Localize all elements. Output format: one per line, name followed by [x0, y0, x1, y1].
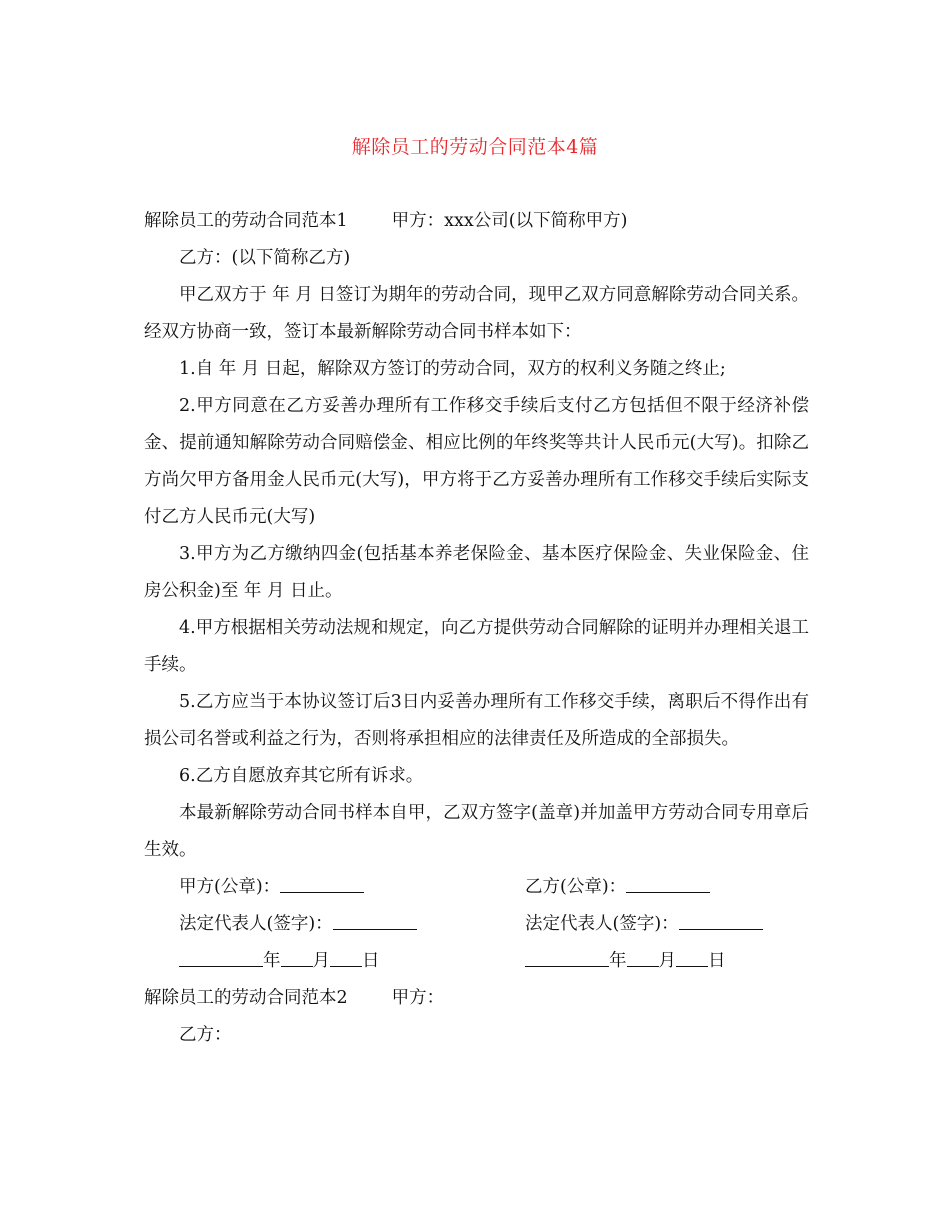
- party-a-day-label: 日: [362, 951, 380, 971]
- party-a-month-label: 月: [312, 951, 330, 971]
- party-b-rep-label: 法定代表人(签字)：: [525, 914, 679, 934]
- party-a-seal-label: 甲方(公章)：: [179, 877, 281, 897]
- contract-1-item-5: 5.乙方应当于本协议签订后3日内妥善办理所有工作移交手续，离职后不得作出有损公司名誉或利益之行为，否则将承担相应的法律责任及所造成的全部损失。: [144, 692, 809, 749]
- contract-1-heading-line: [144, 203, 809, 240]
- party-a-seal: [179, 869, 364, 906]
- document-body: [144, 203, 809, 1054]
- date-row: [144, 943, 809, 980]
- contract-2-heading-line: [144, 980, 809, 1017]
- party-b-day-label: 日: [708, 951, 726, 971]
- party-a-seal-blank: [280, 872, 364, 893]
- party-b-year-blank: [525, 946, 609, 967]
- contract-1-party-b: 乙方：(以下简称乙方): [179, 248, 351, 268]
- party-b-representative: [525, 906, 763, 943]
- party-a-year-blank: [179, 946, 263, 967]
- party-a-rep-blank: [333, 909, 417, 930]
- party-b-seal-label: 乙方(公章)：: [525, 877, 627, 897]
- party-b-rep-blank: [679, 909, 763, 930]
- contract-1-item-2: 2.甲方同意在乙方妥善办理所有工作移交手续后支付乙方包括但不限于经济补偿金、提前通知解除劳动合同赔偿金、相应比例的年终奖等共计人民币元(大写)。扣除乙方尚欠甲方备用金人民币元(大写)，甲方将于乙方妥善办理所有工作移交手续后实际支付乙方人民币元(大写): [144, 396, 809, 527]
- contract-2-party-a: 甲方：: [391, 988, 445, 1008]
- party-b-date: [525, 943, 726, 980]
- contract-1-heading: 解除员工的劳动合同范本1: [144, 211, 348, 231]
- contract-1-item-3: 3.甲方为乙方缴纳四金(包括基本养老保险金、基本医疗保险金、失业保险金、住房公积金)至 年 月 日止。: [144, 544, 809, 601]
- party-a-month-blank: [281, 946, 313, 967]
- party-b-month-label: 月: [658, 951, 676, 971]
- representative-row: [144, 906, 809, 943]
- contract-1-effect-clause: 本最新解除劳动合同书样本自甲，乙双方签字(盖章)并加盖甲方劳动合同专用章后生效。: [144, 803, 809, 860]
- party-a-date: [179, 943, 380, 980]
- contract-2-party-b: 乙方：: [179, 1025, 232, 1045]
- contract-1-item-4: 4.甲方根据相关劳动法规和规定，向乙方提供劳动合同解除的证明并办理相关退工手续。: [144, 618, 809, 675]
- contract-1-intro: 甲乙双方于 年 月 日签订为期年的劳动合同，现甲乙双方同意解除劳动合同关系。经双方协商一致，签订本最新解除劳动合同书样本如下：: [144, 285, 809, 342]
- party-b-year-label: 年: [609, 951, 627, 971]
- party-b-seal: [525, 869, 710, 906]
- party-b-seal-blank: [626, 872, 710, 893]
- seal-row: [144, 869, 809, 906]
- party-a-day-blank: [330, 946, 362, 967]
- party-b-month-blank: [627, 946, 659, 967]
- party-b-day-blank: [676, 946, 708, 967]
- contract-1-item-6: 6.乙方自愿放弃其它所有诉求。: [179, 766, 424, 786]
- contract-1-item-1: 1.自 年 月 日起，解除双方签订的劳动合同，双方的权利义务随之终止;: [179, 359, 726, 379]
- document-title: 解除员工的劳动合同范本4篇: [351, 136, 599, 158]
- party-a-year-label: 年: [263, 951, 281, 971]
- contract-2-heading: 解除员工的劳动合同范本2: [144, 988, 348, 1008]
- party-a-representative: [179, 906, 417, 943]
- party-a-rep-label: 法定代表人(签字)：: [179, 914, 333, 934]
- contract-1-party-a: 甲方：xxx公司(以下简称甲方): [391, 211, 628, 231]
